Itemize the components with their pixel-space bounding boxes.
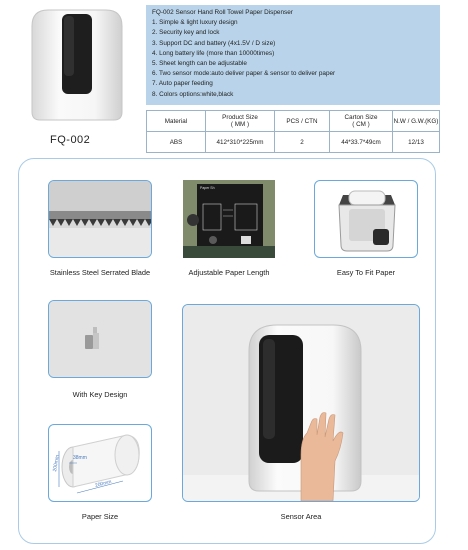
key-design-image (48, 300, 152, 378)
col-header-pcs: PCS / CTN (275, 111, 330, 132)
spec-line: FQ-002 Sensor Hand Roll Towel Paper Dispenser (152, 9, 293, 16)
spec-line: 6. Two sensor mode:auto deliver paper & sensor to deliver paper (152, 70, 336, 78)
spec-line: 2. Security key and lock (152, 29, 220, 37)
table-cell: 12/13 (393, 132, 440, 153)
panel-label: Paper Sh (200, 186, 215, 190)
fit-paper-image (314, 180, 418, 258)
paper-size-image (48, 424, 152, 502)
caption-paper: Paper Size (81, 512, 119, 521)
spec-table (146, 110, 440, 153)
spec-line: 5. Sheet length can be adjustable (152, 60, 247, 68)
blade-image (48, 180, 152, 258)
sensor-area-image (182, 304, 420, 502)
table-cell: 2 (275, 132, 330, 153)
model-label: FQ-002 (50, 134, 91, 146)
caption-fit: Easy To Fit Paper (336, 268, 396, 277)
col-header-product-size: Product Size ( MM ) (206, 111, 275, 132)
caption-sensor: Sensor Area (280, 512, 322, 521)
spec-line: 4. Long battery life (more than 10000times) (152, 49, 275, 57)
col-header-material: Material (147, 111, 206, 132)
caption-blade: Stainless Steel Serrated Blade (49, 268, 151, 277)
spec-line: 3. Support DC and battery (4x1.5V / D size) (152, 39, 276, 47)
table-cell: 44*33.7*49cm (330, 132, 393, 153)
dim-label: 200mm (52, 454, 61, 473)
col-header-carton-size: Carton Size ( CM ) (330, 111, 393, 132)
spec-line: 1. Simple & light luxury design (152, 19, 238, 27)
table-cell: ABS (147, 132, 206, 153)
caption-key: With Key Design (72, 390, 128, 399)
spec-line: 8. Colors options:white,black (152, 90, 234, 98)
product-hero-image (24, 6, 130, 124)
table-row (147, 132, 440, 153)
length-panel-image (183, 180, 275, 258)
dim-label: 38mm (73, 455, 87, 461)
caption-length: Adjustable Paper Length (188, 268, 270, 277)
spec-box (146, 5, 440, 105)
spec-line: 7. Auto paper feeding (152, 80, 213, 88)
col-header-weight: N.W / G.W.(KG) (393, 111, 440, 132)
dim-label: 200mm (94, 478, 113, 490)
table-cell: 412*310*225mm (206, 132, 275, 153)
